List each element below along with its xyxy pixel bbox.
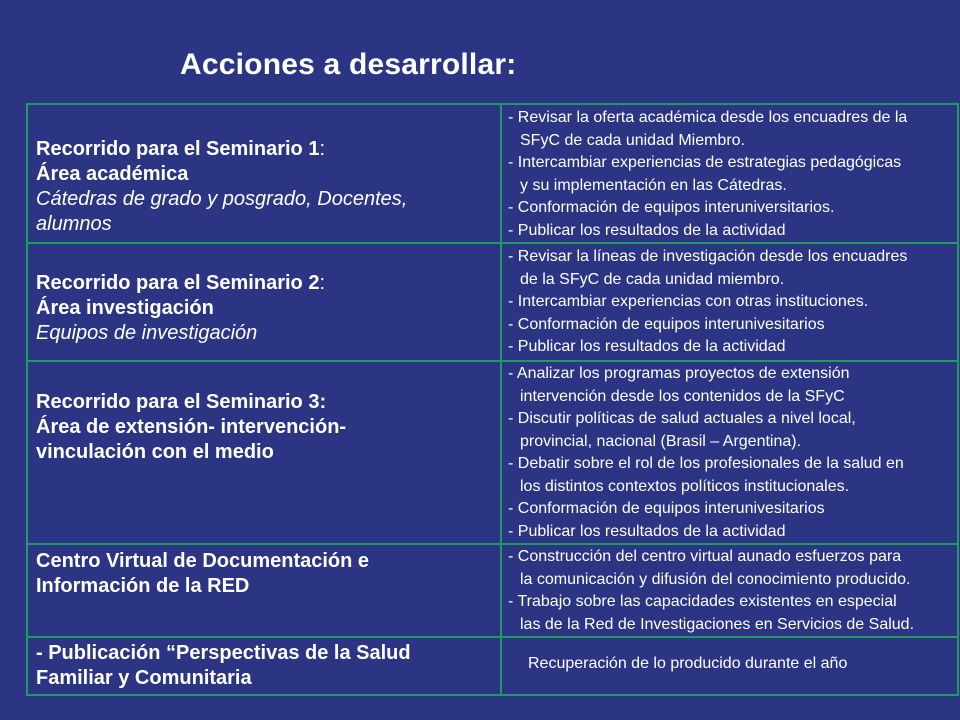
list-item: las de la Red de Investigaciones en Servicios de Salud.	[520, 615, 915, 633]
list-item: - Intercambiar experiencias con otras instituciones.	[508, 293, 869, 310]
table-row	[27, 544, 958, 637]
slide-title: Acciones a desarrollar:	[180, 48, 517, 81]
list-item: de la SFyC de cada unidad miembro.	[520, 270, 785, 288]
seminar-3-heading: Recorrido para el Seminario 3:	[36, 391, 327, 413]
publication-title: - Publicación “Perspectivas de la Salud	[36, 642, 411, 664]
row-4-left-cell	[27, 544, 501, 637]
list-item: - Publicar los resultados de la actividad	[508, 221, 786, 239]
list-item: - Publicar los resultados de la actividad	[508, 522, 786, 540]
row-5-right-cell	[501, 637, 958, 695]
table-row	[27, 104, 958, 243]
row-4-right-cell	[501, 544, 958, 637]
row-3-right-cell	[501, 361, 958, 544]
list-item: y su implementación en las Cátedras.	[520, 176, 787, 194]
list-item: - Intercambiar experiencias de estrategias pedagógicas	[508, 154, 902, 171]
list-item: la comunicación y difusión del conocimiento producido.	[520, 570, 911, 588]
list-item: - Construcción del centro virtual aunado esfuerzos para	[508, 548, 902, 565]
list-item: - Debatir sobre el rol de los profesionales de la salud en	[508, 455, 904, 472]
seminar-1-participants-cont: alumnos	[36, 213, 112, 235]
list-item: provincial, nacional (Brasil – Argentina).	[520, 432, 802, 450]
list-item: - Conformación de equipos interuniversitarios.	[508, 199, 835, 216]
list-item: - Analizar los programas proyectos de extensión	[508, 365, 850, 382]
row-1-left-cell	[27, 104, 501, 243]
list-item: los distintos contextos políticos institucionales.	[520, 477, 850, 495]
documentation-center-title: Centro Virtual de Documentación e	[36, 550, 370, 572]
list-item: intervención desde los contenidos de la SFyC	[520, 387, 845, 405]
documentation-center-title-cont: Información de la RED	[36, 575, 250, 597]
list-item: - Conformación de equipos interunivesitarios	[508, 500, 825, 517]
row-5-left-cell	[27, 637, 501, 695]
publication-title-cont: Familiar y Comunitaria	[36, 667, 252, 689]
row-1-right-cell	[501, 104, 958, 243]
row-2-right-cell	[501, 243, 958, 361]
table-row	[27, 361, 958, 544]
actions-table	[26, 103, 959, 696]
list-item: - Trabajo sobre las capacidades existentes en especial	[508, 593, 897, 610]
list-item: SFyC de cada unidad Miembro.	[520, 131, 745, 149]
seminar-1-area: Área académica	[36, 163, 189, 185]
row-2-left-cell	[27, 243, 501, 361]
seminar-1-heading: Recorrido para el Seminario 1:	[36, 138, 325, 160]
table-row	[27, 243, 958, 361]
table-row	[27, 637, 958, 695]
list-item: - Revisar la líneas de investigación desde los encuadres	[508, 248, 908, 265]
list-item: - Conformación de equipos interunivesitarios	[508, 315, 825, 333]
seminar-1-participants: Cátedras de grado y posgrado, Docentes,	[36, 188, 408, 210]
seminar-2-area: Área investigación	[36, 297, 214, 319]
list-item: - Revisar la oferta académica desde los encuadres de la	[508, 109, 908, 126]
row-3-left-cell	[27, 361, 501, 544]
seminar-2-participants: Equipos de investigación	[36, 322, 258, 344]
seminar-3-area-cont: vinculación con el medio	[36, 441, 274, 463]
seminar-2-heading: Recorrido para el Seminario 2:	[36, 272, 325, 294]
list-item: - Discutir políticas de salud actuales a nivel local,	[508, 410, 856, 427]
seminar-3-area: Área de extensión- intervención-	[36, 416, 347, 438]
list-item: - Publicar los resultados de la actividad	[508, 338, 786, 355]
list-item: Recuperación de lo producido durante el año	[528, 655, 848, 672]
